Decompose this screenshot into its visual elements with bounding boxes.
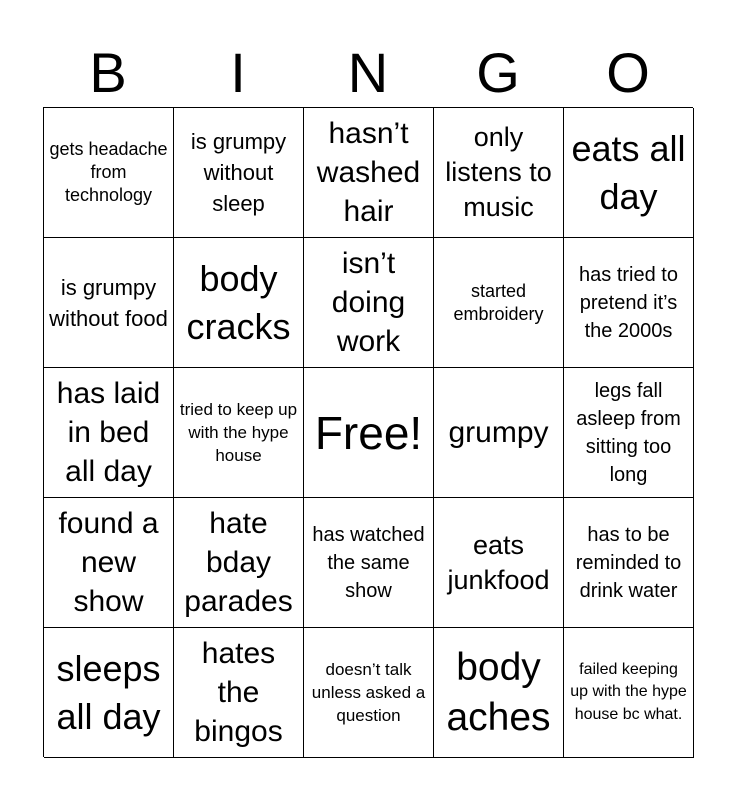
cell-text: is grumpy without sleep <box>190 129 287 216</box>
cell-text: grumpy <box>448 416 549 449</box>
cell-text: found a new show <box>58 507 159 618</box>
free-space[interactable] <box>304 368 434 498</box>
bingo-cell[interactable] <box>44 368 174 498</box>
bingo-cell[interactable] <box>174 108 304 238</box>
cell-text: body cracks <box>186 257 291 347</box>
bingo-cell[interactable] <box>44 628 174 758</box>
bingo-cell[interactable] <box>174 238 304 368</box>
header-letter-i: I <box>230 41 246 104</box>
bingo-cell[interactable] <box>564 108 694 238</box>
header-letter-o: O <box>606 41 650 104</box>
header-letter-n: N <box>347 41 389 104</box>
bingo-cell[interactable] <box>564 368 694 498</box>
bingo-cell[interactable] <box>304 238 434 368</box>
cell-text: eats all day <box>571 127 686 217</box>
cell-text: tried to keep up with the hype house <box>179 400 298 465</box>
cell-text: hates the bingos <box>194 637 283 748</box>
bingo-cell[interactable] <box>564 498 694 628</box>
bingo-cell[interactable] <box>174 368 304 498</box>
cell-text: is grumpy without food <box>49 274 168 331</box>
bingo-cell[interactable] <box>44 238 174 368</box>
cell-text: has tried to pretend it’s the 2000s <box>579 263 678 342</box>
cell-text: has laid in bed all day <box>56 377 161 488</box>
free-space-text: Free! <box>314 406 423 459</box>
cell-text: has to be reminded to drink water <box>575 523 682 602</box>
header-letter-g: G <box>476 41 520 104</box>
cell-text: doesn’t talk unless asked a question <box>311 660 426 725</box>
cell-text: eats junkfood <box>447 529 550 595</box>
bingo-cell[interactable] <box>44 108 174 238</box>
bingo-cell[interactable] <box>304 628 434 758</box>
bingo-grid <box>43 107 693 757</box>
bingo-header <box>43 38 693 108</box>
header-letter-b: B <box>89 41 127 104</box>
cell-text: has watched the same show <box>312 523 425 602</box>
cell-text: sleeps all day <box>56 647 161 737</box>
cell-text: started embroidery <box>453 280 544 324</box>
cell-text: hate bday parades <box>184 507 293 618</box>
cell-text: body aches <box>446 645 551 739</box>
cell-text: gets headache from technology <box>49 139 168 205</box>
bingo-cell[interactable] <box>174 628 304 758</box>
bingo-cell[interactable] <box>304 498 434 628</box>
bingo-cell[interactable] <box>564 628 694 758</box>
cell-text: legs fall asleep from sitting too long <box>576 379 681 486</box>
cell-text: isn’t doing work <box>331 247 406 358</box>
bingo-cell[interactable] <box>434 498 564 628</box>
bingo-cell[interactable] <box>434 628 564 758</box>
cell-text: hasn’t washed hair <box>316 117 421 228</box>
bingo-cell[interactable] <box>174 498 304 628</box>
cell-text: only listens to music <box>445 122 552 222</box>
bingo-cell[interactable] <box>304 108 434 238</box>
bingo-cell[interactable] <box>434 238 564 368</box>
bingo-cell[interactable] <box>434 368 564 498</box>
bingo-cell[interactable] <box>564 238 694 368</box>
bingo-cell[interactable] <box>434 108 564 238</box>
cell-text: failed keeping up with the hype house bc what. <box>570 660 687 723</box>
bingo-cell[interactable] <box>44 498 174 628</box>
